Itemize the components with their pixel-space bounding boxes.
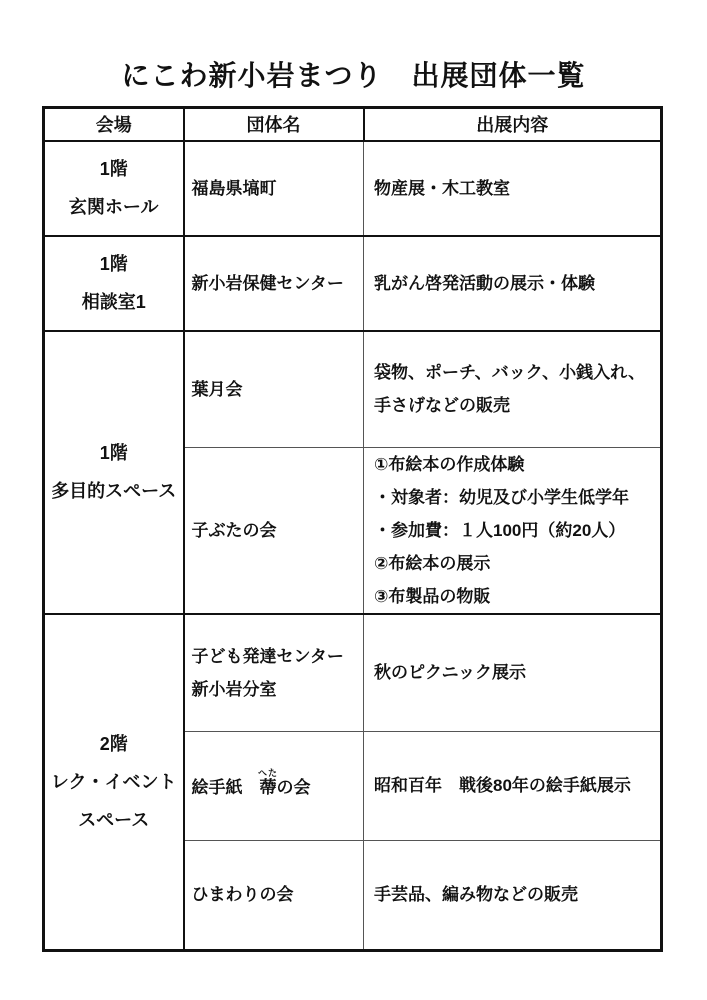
venue-line: 多目的スペース xyxy=(51,481,177,502)
content-cell xyxy=(364,840,662,950)
group-name: 子ぶたの会 xyxy=(191,521,277,540)
group-name-with-furigana xyxy=(192,768,360,804)
content-line: 手芸品、編み物などの販売 xyxy=(374,885,578,904)
group-name: ひまわりの会 xyxy=(191,885,294,904)
header-venue: 会場 xyxy=(44,108,184,141)
content-cell xyxy=(364,614,662,731)
group-name: 福島県塙町 xyxy=(191,178,277,198)
header-group-name: 団体名 xyxy=(184,108,364,141)
venue-line: レク・イベント xyxy=(50,771,177,792)
page-title: にこわ新小岩まつり 出展団体一覧 xyxy=(121,60,586,91)
header-content: 出展内容 xyxy=(364,108,662,141)
content-line: ①布絵本の作成体験 xyxy=(374,455,525,474)
content-cell xyxy=(364,731,662,840)
table-row xyxy=(44,614,662,731)
group-name-cell xyxy=(184,448,364,615)
content-line: ②布絵本の展示 xyxy=(374,554,491,573)
content-line: 袋物、ポーチ、バック、小銭入れ、手さげなどの販売 xyxy=(374,363,646,416)
venue-line: スペース xyxy=(78,809,150,830)
ruby-furigana: へた xyxy=(258,767,279,778)
content-cell xyxy=(364,236,662,331)
content-cell xyxy=(364,141,662,236)
venue-line: 2階 xyxy=(99,733,128,754)
content-cell xyxy=(364,448,662,615)
group-name-cell xyxy=(184,141,364,236)
venue-cell xyxy=(44,236,184,331)
table-header-row xyxy=(44,108,662,141)
venue-line: 1階 xyxy=(99,159,128,179)
content-line: ③布製品の物販 xyxy=(374,587,491,606)
group-name-cell xyxy=(184,236,364,331)
group-name-line: 子ども発達センター xyxy=(191,646,344,666)
content-line: ・対象者：幼児及び小学生低学年 xyxy=(374,488,629,507)
group-name-suffix: の会 xyxy=(276,777,311,797)
ruby-base: 蔕 xyxy=(258,777,278,797)
venue-line: 1階 xyxy=(99,443,128,464)
venue-line: 1階 xyxy=(99,254,128,274)
content-line: 秋のピクニック展示 xyxy=(374,663,526,683)
content-line: 昭和百年 戦後80年の絵手紙展示 xyxy=(374,776,631,795)
group-name: 新小岩保健センター xyxy=(191,273,344,293)
content-line: 物産展・木工教室 xyxy=(374,178,510,198)
venue-cell xyxy=(44,614,184,950)
group-name-cell xyxy=(184,840,364,950)
group-name-cell xyxy=(184,614,364,731)
venue-cell xyxy=(44,331,184,615)
content-line: ・参加費：１人100円（約20人） xyxy=(374,521,626,540)
table-row xyxy=(44,141,662,236)
content-cell xyxy=(364,331,662,448)
table-row xyxy=(44,236,662,331)
venue-cell xyxy=(44,141,184,236)
group-name-cell xyxy=(184,331,364,448)
group-name-prefix: 絵手紙 xyxy=(191,777,260,797)
ruby-annotation xyxy=(258,767,279,797)
venue-line: 相談室1 xyxy=(81,292,146,312)
table-row xyxy=(44,331,662,448)
group-name-line: 新小岩分室 xyxy=(191,679,277,699)
content-line: 乳がん啓発活動の展示・体験 xyxy=(374,273,595,293)
venue-line: 玄関ホール xyxy=(68,197,159,217)
exhibitor-table xyxy=(42,106,663,952)
group-name: 葉月会 xyxy=(191,379,243,399)
group-name-cell xyxy=(184,731,364,840)
